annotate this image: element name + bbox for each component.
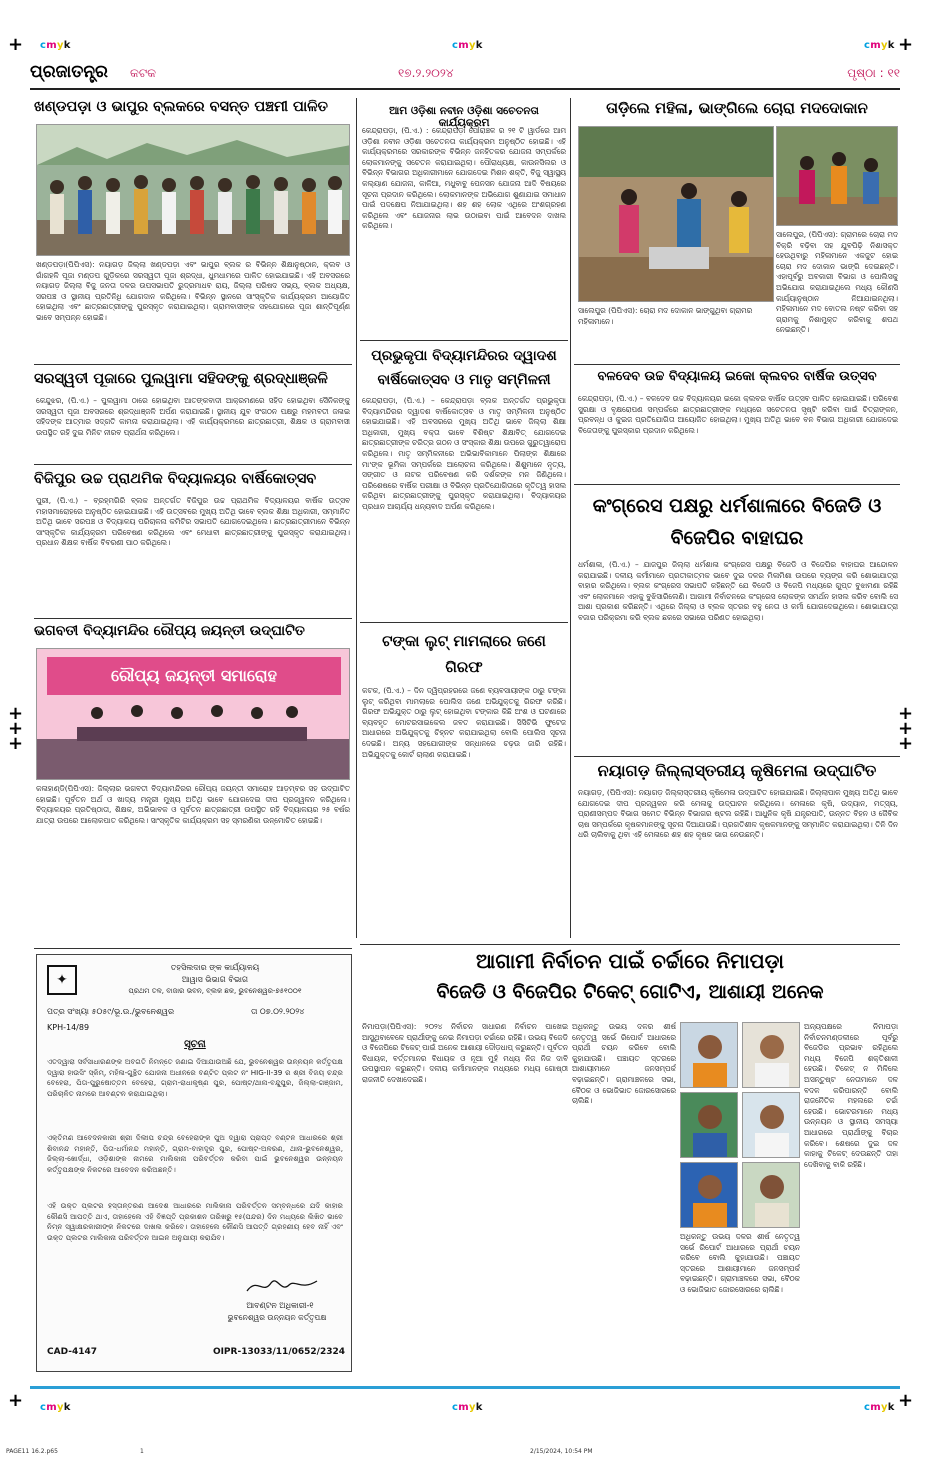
body-a6: କେନ୍ଦ୍ରାପଡ଼ା, (ପି.ଏ.) – କେନ୍ଦ୍ରାପଡ଼ା ବ୍ଲକ ଅନ୍ତର୍ଗତ ପ୍ରଭୁକୃପା ବିଦ୍ୟାମନ୍ଦିରର ଦ୍ୱାଦଶ ବାର୍ଷିକୋତ୍ସବ ଓ ମାତୃ ସମ୍ମିଳନୀ ଅନୁଷ୍ଠିତ ହୋଇଯାଇଛି। ଏହି ଅବସରରେ ମୁଖ୍ୟ ଅତିଥି ଭାବେ ଜିଲ୍ଲା ଶିକ୍ଷା ଅଧିକାରୀ, ମୁଖ୍ୟ ବକ୍ତା ଭାବେ ବିଶିଷ୍ଟ ଶିକ୍ଷାବିତ୍ ଯୋଗଦେଇ ଛାତ୍ରଛାତ୍ରୀଙ୍କ ଚରିତ୍ର ଗଠନ ଓ ସଂସ୍କାର ଶିକ୍ଷା ଉପରେ ଗୁରୁତ୍ୱାରୋପ କରିଥିଲେ। ମାତୃ ସମ୍ମିଳନୀରେ ଅଭିଭାବିକାମାନେ ପିଲାଙ୍କ ଶିକ୍ଷାରେ ମା'ଙ୍କ ଭୂମିକା ସମ୍ପର୍କରେ ଆଲୋଚନା କରିଥିଲେ। ଶିଶୁମାନେ ନୃତ୍ୟ, ସଙ୍ଗୀତ ଓ ନାଟକ ପରିବେଷଣ କରି ଦର୍ଶକଙ୍କ ମନ ଜିଣିଥିଲେ। ପରିଶେଷରେ ବାର୍ଷିକ ପରୀକ୍ଷା ଓ ବିଭିନ୍ନ ପ୍ରତିଯୋଗିତାରେ କୃତିତ୍ୱ ହାସଲ କରିଥିବା ଛାତ୍ରଛାତ୍ରୀଙ୍କୁ ପୁରସ୍କୃତ କରାଯାଇଥିଲା। ବିଦ୍ୟାଳୟର ପ୍ରଧାନ ଆଚାର୍ଯ୍ୟ ଧନ୍ୟବାଦ ଅର୍ପଣ କରିଥିଲେ।	[362, 396, 566, 511]
headline-a2: ସରସ୍ୱତୀ ପୂଜାରେ ପୁଲୱାମା ସହିଦଙ୍କୁ ଶ୍ରଦ୍ଧାଞ୍ଜଳି	[34, 371, 328, 387]
headline-a3: ବିଜିପୁର ଉଚ୍ଚ ପ୍ରାଥମିକ ବିଦ୍ୟାଳୟର ବାର୍ଷିକୋତ୍ସବ	[34, 471, 317, 487]
registration-mark-br: +	[898, 1390, 914, 1411]
body-a12-mid: ଅଧିକନ୍ତୁ ଉଭୟ ଦଳର ଶୀର୍ଷ ନେତୃତ୍ୱ ସର୍ଭେ ରିପୋର୍ଟ ଆଧାରରେ ପ୍ରାର୍ଥୀ ଚୟନ କରିବେ ବୋଲି କୁହାଯାଉଛି। ପଞ୍ଚାୟତ ସ୍ତରରେ ଆଶାୟୀମାନେ ଜନସମ୍ପର୍କ ବଢ଼ାଇଛନ୍ତି। ଗ୍ରାମାଞ୍ଚଳରେ ସଭା, ବୈଠକ ଓ ଭୋଜିଭାତ ଜୋରସୋରରେ ଚାଲିଛି।	[572, 1022, 676, 1106]
caption-a8: ସାଲେପୁର (ପିପିଏସ): ଚୋରା ମଦ ଦୋକାନ ଭାଙ୍ଗୁଥିବା ଗ୍ରାମର ମହିଳାମାନେ।	[578, 306, 753, 326]
body-a7: କଟକ, (ପି.ଏ.) – ଦିନ ଦ୍ୱିପ୍ରହରରେ ଜଣେ ବ୍ୟବସାୟୀଙ୍କ ଠାରୁ ଟଙ୍କା ଲୁଟ୍ କରିଥିବା ମାମଲାରେ ପୋଲିସ ଜଣେ ଅଭିଯୁକ୍ତକୁ ଗିରଫ କରିଛି। ଗିରଫ ଅଭିଯୁକ୍ତ ଠାରୁ ଲୁଟ୍ ହୋଇଥିବା ଟଙ୍କାର କିଛି ଅଂଶ ଓ ଘଟଣାରେ ବ୍ୟବହୃତ ମୋଟରସାଇକେଲ ଜବତ କରାଯାଇଛି। ସିସିଟିଭି ଫୁଟେଜ ଆଧାରରେ ଅଭିଯୁକ୍ତକୁ ଚିହ୍ନଟ କରାଯାଇଥିଲା ବୋଲି ପୋଲିସ ସୂଚନା ଦେଇଛି। ଅନ୍ୟ ସହଯୋଗୀଙ୍କ ସନ୍ଧାନରେ ଚଢ଼ଉ ଜାରି ରହିଛି। ଅଭିଯୁକ୍ତକୁ କୋର୍ଟ ଚାଲାଣ କରାଯାଇଛି।	[362, 686, 566, 759]
headline-a11: ନୟାଗଡ଼ ଜିଲ୍ଲାସ୍ତରୀୟ କୃଷିମେଳା ଉଦ୍‌ଘାଟିତ	[597, 761, 877, 780]
cmyk-label-br: cmyk	[864, 1402, 895, 1413]
candidate-photo	[680, 1022, 738, 1088]
headline-a10: କଂଗ୍ରେସ ପକ୍ଷରୁ ଧର୍ମଶାଳାରେ ବିଜେଡି ଓ ବିଜେପିର ବାହାଘର	[592, 495, 882, 549]
body-a12-right: ଅନ୍ୟପକ୍ଷରେ ନିମାପଡ଼ା ନିର୍ବାଚନମଣ୍ଡଳୀରେ ପୂର୍ବରୁ ବିଜେଡିର ପ୍ରଭାବ ରହିଥିଲେ ମଧ୍ୟ ବିଜେପି ଶକ୍ତିଶାଳୀ ହେଉଛି। ଟିକେଟ୍ ନ ମିଳିଲେ ଅସନ୍ତୁଷ୍ଟ ନେତାମାନେ ଦଳ ବଦଳ କରିପାରନ୍ତି ବୋଲି ରାଜନୈତିକ ମହଲରେ ଚର୍ଚ୍ଚା ହେଉଛି। ଭୋଟରମାନେ ମଧ୍ୟ ଉନ୍ନୟନ ଓ ସ୍ଥାନୀୟ ସମସ୍ୟା ଆଧାରରେ ପ୍ରାର୍ଥୀଙ୍କୁ ବିଚାର କରିବେ। ଶେଷରେ ଦୁଇ ଦଳ କାହାକୁ ଟିକେଟ୍ ଦେଉଛନ୍ତି ତାହା ଦେଖିବାକୁ ବାକି ରହିଛି।	[804, 1022, 898, 1169]
notice-ref: KPH-14/89	[47, 1023, 90, 1032]
header-city: କଟକ	[130, 66, 157, 80]
photo-basanta-panchami	[36, 124, 350, 256]
headline-a9: ବଳଦେବ ଉଚ୍ଚ ବିଦ୍ୟାଳୟ ଇକୋ କ୍ଲବର ବାର୍ଷିକ ଉତ୍ସବ	[597, 369, 877, 384]
body-a12-left: ନିମାପଡ଼ା(ପିପିଏସ): ୨୦୨୪ ନିର୍ବାଚନ ସାଧାରଣ ନିର୍ବାଚନ ପାଖେଇ ଆସୁଥିବାବେଳେ ପ୍ରାର୍ଥୀଙ୍କୁ ନେଇ ନିମାପଡ଼ା ଚର୍ଚ୍ଚାରେ ରହିଛି। ଉଭୟ ବିଜେଡି ଓ ବିଜେପିରେ ଟିକେଟ୍ ପାଇଁ ଅନେକ ଆଶାୟୀ ଦୌଡ଼ଧାପ୍ କରୁଛନ୍ତି। ପୂର୍ବତନ ବିଧାୟକ, ବର୍ତ୍ତମାନର ବିଧାୟକ ଓ ନୂଆ ମୁହଁ ମଧ୍ୟ ନିଜ ନିଜ ଦାବି ଉପସ୍ଥାପନ କରୁଛନ୍ତି। ଦଳୀୟ କର୍ମୀମାନଙ୍କ ମଧ୍ୟରେ ମଧ୍ୟ ଗୋଷ୍ଠୀ ରାଜନୀତି ଦେଖାଦେଇଛି।	[362, 1022, 568, 1084]
body-a4: କଳାହାଣ୍ଡି(ପିପିଏସ): ଜିଲ୍ଲାର ଭଗବତୀ ବିଦ୍ୟାମନ୍ଦିରର ରୌପ୍ୟ ଜୟନ୍ତୀ ସମାରୋହ ଆଡ଼ମ୍ବର ସହ ଉଦ୍‌ଘାଟିତ ହୋଇଛି। ପୂର୍ବତନ ଅର୍ଥ ଓ ଖାଦ୍ୟ ମନ୍ତ୍ରୀ ମୁଖ୍ୟ ଅତିଥି ଭାବେ ଯୋଗଦେଇ ଦୀପ ପ୍ରଜ୍ୱଳନ କରିଥିଲେ। ବିଦ୍ୟାଳୟର ପ୍ରତିଷ୍ଠାତା, ଶିକ୍ଷକ, ଅଭିଭାବକ ଓ ପୂର୍ବତନ ଛାତ୍ରଛାତ୍ରୀ ଉପସ୍ଥିତ ରହି ବିଦ୍ୟାଳୟର ୨୫ ବର୍ଷର ଯାତ୍ରା ଉପରେ ଆଲୋକପାତ କରିଥିଲେ। ସାଂସ୍କୃତିକ କାର୍ଯ୍ୟକ୍ରମ ସହ ସ୍ମରଣିକା ଉନ୍ମୋଚିତ ହୋଇଛି।	[36, 784, 350, 825]
notice-letter-no: ପତ୍ର ସଂଖ୍ୟା ୫୦୫୯/ଭୂ.ଉ./ଭୁବନେଶ୍ୱର	[47, 1007, 175, 1016]
candidate-photo	[742, 1022, 800, 1088]
body-a10: ଧର୍ମଶାଳା, (ପି.ଏ.) – ଯାଜପୁର ଜିଲ୍ଲା ଧର୍ମଶାଳା କଂଗ୍ରେସ ପକ୍ଷରୁ ବିଜେଡି ଓ ବିଜେପିର ବାହାଘର ଆନ୍ଦୋଳନ କରାଯାଇଛି। ଦଳୀୟ କର୍ମୀମାନେ ପ୍ରତୀକାତ୍ମକ ଭାବେ ଦୁଇ ଦଳର ମିଳାମିଶା ଉପରେ ବ୍ୟଙ୍ଗ କରି ଶୋଭାଯାତ୍ରା ବାହାର କରିଥିଲେ। ବ୍ଲକ କଂଗ୍ରେସ ସଭାପତି କହିଛନ୍ତି ଯେ ବିଜେଡି ଓ ବିଜେପି ମଧ୍ୟରେ ଗୁପ୍ତ ବୁଝାମଣା ରହିଛି ଏବଂ ଲୋକମାନେ ଏହାକୁ ବୁଝିସାରିଲେଣି। ଆଗାମୀ ନିର୍ବାଚନରେ କଂଗ୍ରେସ ଲୋକଙ୍କ ସମର୍ଥନ ହାସଲ କରିବ ବୋଲି ସେ ଆଶା ପ୍ରକାଶ କରିଛନ୍ତି। ଏଥିରେ ଜିଲ୍ଲା ଓ ବ୍ଲକ ସ୍ତରର ବହୁ ନେତା ଓ କର୍ମୀ ଯୋଗଦେଇଥିଲେ। ଶୋଭାଯାତ୍ରା ବଜାର ପରିକ୍ରମା କରି ବ୍ଲକ ଛକରେ ସଭାରେ ପରିଣତ ହୋଇଥିଲା।	[578, 560, 898, 622]
divider	[34, 464, 352, 465]
registration-mark-left-mid: + + +	[8, 703, 24, 754]
cmyk-label-bl: cmyk	[40, 1402, 71, 1413]
notice-title: ସୂଚନା	[184, 1039, 206, 1050]
banner-text: ରୌପ୍ୟ ଜୟନ୍ତୀ ସମାରୋହ	[111, 666, 277, 685]
footer-rule	[30, 1386, 900, 1389]
cmyk-label-tr: cmyk	[864, 40, 895, 51]
divider	[34, 618, 352, 619]
headline-a7: ଟଙ୍କା ଲୁଟ୍ ମାମଲାରେ ଜଣେ ଗିରଫ	[382, 632, 546, 676]
headline-a6: ପ୍ରଭୁକୃପା ବିଦ୍ୟାମନ୍ଦିରର ଦ୍ୱାଦଶ ବାର୍ଷିକୋତ୍ସବ ଓ ମାତୃ ସମ୍ମିଳନୀ	[371, 348, 557, 388]
body-a8: ସାଲେପୁର, (ପିପିଏସ): ଗ୍ରାମରେ ଚୋରା ମଦ ବିକ୍ରି ବଢ଼ିବା ସହ ଯୁବପିଢ଼ି ନିଶାସକ୍ତ ହେଉଥିବାରୁ ମହିଳାମାନେ ଏକଜୁଟ ହୋଇ ଚୋରା ମଦ ଦୋକାନ ଭାଙ୍ଗି ଦେଇଛନ୍ତି। ଏହାପୂର୍ବରୁ ଅବକାରୀ ବିଭାଗ ଓ ପୋଲିସକୁ ଅଭିଯୋଗ କରାଯାଇଥିଲେ ମଧ୍ୟ କୌଣସି କାର୍ଯ୍ୟାନୁଷ୍ଠାନ ନିଆଯାଇନଥିଲା। ମହିଳାମାନେ ମଦ ବୋତଲ ନଷ୍ଟ କରିବା ସହ ଗ୍ରାମକୁ ନିଶାମୁକ୍ତ କରିବାକୁ ଶପଥ ନେଇଛନ୍ତି।	[776, 230, 898, 335]
notice-para2: ଏକ୍ତିମଣ ଆବେଦନକାରୀ ଶ୍ରୀ ଦିଲୀପ ଚନ୍ଦ୍ର ବେହେରାଙ୍କ ପୁଅ ଦ୍ୱାରା ପ୍ରାପ୍ତ ବଣ୍ଟନ ଆଧାରରେ ଶ୍ରୀ ଶିବାନନ୍ଦ ମହାନ୍ତି, ପିତା-ଧର୍ମାନନ୍ଦ ମହାନ୍ତି, ଗ୍ରାମ-ବାହାଦୂର ପୁର, ପୋଷ୍ଟ-ଅଳରଣ, ଥାନା-ଭୁବନେଶ୍ୱର, ଜିଲ୍ଲା-ଖୋର୍ଦ୍ଧା, ଓଡ଼ିଶାଙ୍କ ନାମରେ ମାଲିକାନା ପରିବର୍ତ୍ତନ କରିବା ପାଇଁ ଭୁବନେଶ୍ୱର ଉନ୍ନୟନ କର୍ତ୍ତୃପକ୍ଷଙ୍କ ନିକଟରେ ଆବେଦନ କରିଅଛନ୍ତି।	[47, 1133, 343, 1174]
notice-signature	[243, 1273, 323, 1297]
photo-roupya-jayanti	[36, 648, 350, 780]
notice-signature-title: ଆବଣ୍ଟନ ଅଧିକାରୀ-୧	[246, 1301, 314, 1310]
registration-mark-tl: +	[8, 34, 24, 55]
notice-cad: CAD-4147	[47, 1347, 97, 1357]
divider	[574, 484, 900, 485]
page-header	[30, 60, 900, 90]
notice-office-line3: ପ୍ରଥମ ତଳ, ବାଜାର ଭବନ, ବ୍ଲକ ଛକ, ଭୁବନେଶ୍ୱର-୭୫୧୦୦୧	[128, 987, 302, 995]
notice-para1: ଏତଦ୍ୱାରା ସର୍ବସାଧାରଣଙ୍କ ଅବଗତି ନିମନ୍ତେ ଜଣାଇ ଦିଆଯାଉଅଛି ଯେ, ଭୁବନେଶ୍ୱର ଉନ୍ନୟନ କର୍ତ୍ତୃପକ୍ଷ ଦ୍ୱାରା ହାଉସିଂ ସ୍କିମ୍, ମହିଳା-ଗୁନ୍ଥିତ ଯୋଜନା ଅଧୀନରେ ବଣ୍ଟିତ ପ୍ଲଟ ନଂ HIG-II-39 ର ଶ୍ରୀ ବିଜୟ ଚନ୍ଦ୍ର ବେହେରା, ପିତା-ପୁରୁଷୋତ୍ତମ ବେହେରା, ଗ୍ରାମ-ରାଧାକୃଷ୍ଣ ପୁର, ପୋଷ୍ଟ/ଥାନା-ବନ୍ଦୁପୁର, ଜିଲ୍ଲା-ଗଞ୍ଜାମ, ପରିଚାଳିତ ନାମରେ ଆବଣ୍ଟନ କରାଯାଇଥିଲା।	[47, 1057, 343, 1098]
candidate-photo	[742, 1162, 800, 1228]
photo-liquor-shop-right	[776, 126, 898, 226]
divider	[360, 622, 568, 623]
divider	[574, 756, 900, 757]
notice-letter-date: ତା ୦୭.୦୨.୨୦୨୪	[251, 1007, 305, 1016]
footer-col2: 1	[140, 1448, 144, 1455]
footer-timestamp: 2/15/2024, 10:54 PM	[530, 1448, 593, 1455]
notice-oipr: OIPR-13033/11/0652/2324	[212, 1347, 345, 1357]
notice-para3: ଏହି ଉକ୍ତ ପ୍ଲଟର ହସ୍ତାନ୍ତରଣ ଆଦେଶ ଆଧାରରେ ମାଲିକାନା ପରିବର୍ତ୍ତନ ସମ୍ବନ୍ଧରେ ଯଦି କାହାର କୌଣସି ଆପତ୍ତି ଥାଏ, ତାହାହେଲେ ଏହି ବିଜ୍ଞପ୍ତି ପ୍ରକାଶନ ତାରିଖରୁ ୧୫(ପନ୍ଦର) ଦିନ ମଧ୍ୟରେ ଲିଖିତ ଭାବେ ନିମ୍ନ ସ୍ୱାକ୍ଷରକାରୀଙ୍କ ନିକଟରେ ଦାଖଲ କରିବେ। ତାହାହେଲେ କୌଣସି ଆପତ୍ତି ଗ୍ରହଣୀୟ ହେବ ନାହିଁ ଏବଂ ଉକ୍ତ ପ୍ଲଟର ମାଲିକାନା ପରିବର୍ତ୍ତନ ଆଇନ ଅନୁଯାୟୀ କରାଯିବ।	[47, 1201, 343, 1242]
divider	[34, 364, 352, 365]
notice-emblem: ✦	[47, 965, 77, 995]
registration-mark-tr: +	[898, 34, 914, 55]
headline-a12-line1: ଆଗାମୀ ନିର୍ବାଚନ ପାଇଁ ଚର୍ଚ୍ଚାରେ ନିମାପଡ଼ା	[476, 949, 784, 973]
notice-office-line1: ତହସିଲଦାର ଙ୍କ କାର୍ଯ୍ୟାଳୟ	[170, 963, 260, 972]
headline-a1: ଖଣ୍ଡପଡ଼ା ଓ ଭାପୁର ବ୍ଲକରେ ବସନ୍ତ ପଞ୍ଚମୀ ପାଳିତ	[34, 99, 328, 115]
photo-liquor-shop-left	[578, 126, 774, 302]
cmyk-label-tc: cmyk	[452, 40, 483, 51]
candidate-photo	[680, 1162, 738, 1228]
headline-a4: ଭଗବତୀ ବିଦ୍ୟାମନ୍ଦିର ରୌପ୍ୟ ଜୟନ୍ତୀ ଉଦ୍‌ଘାଟିତ	[34, 623, 305, 639]
registration-mark-bl: +	[8, 1390, 24, 1411]
divider	[34, 948, 352, 949]
headline-a8: ତାଡ଼ିଲେ ମହିଳା, ଭାଙ୍ଗିଲେ ଚୋରା ମଦଦୋକାନ	[606, 99, 868, 117]
masthead: ପ୍ରଜାତନ୍ତ୍ର	[30, 62, 108, 82]
body-a11: ନୟାଗଡ଼, (ପିପିଏସ): ନୟାଗଡ଼ ଜିଲ୍ଲାସ୍ତରୀୟ କୃଷିମେଳା ଉଦ୍‌ଘାଟିତ ହୋଇଯାଇଛି। ଜିଲ୍ଲାପାଳ ମୁଖ୍ୟ ଅତିଥି ଭାବେ ଯୋଗଦେଇ ଦୀପ ପ୍ରଜ୍ୱଳନ କରି ମେଳାକୁ ଉଦ୍‌ଘାଟନ କରିଥିଲେ। ମେଳାରେ କୃଷି, ଉଦ୍ୟାନ, ମତ୍ସ୍ୟ, ପ୍ରାଣୀସମ୍ପଦ ବିଭାଗ ସମେତ ବିଭିନ୍ନ ବିଭାଗର ଷ୍ଟଲ ରହିଛି। ଆଧୁନିକ କୃଷି ଯନ୍ତ୍ରପାତି, ଉନ୍ନତ ବିହନ ଓ ଜୈବିକ ଚାଷ ସମ୍ପର୍କରେ କୃଷକମାନଙ୍କୁ ସୂଚନା ଦିଆଯାଉଛି। ପ୍ରଗତିଶୀଳ କୃଷକମାନଙ୍କୁ ସମ୍ମାନିତ କରାଯାଇଥିଲା। ତିନି ଦିନ ଧରି ଚାଲିବାକୁ ଥିବା ଏହି ମେଳାରେ ଶହ ଶହ କୃଷକ ଭାଗ ନେଉଛନ୍ତି।	[578, 788, 898, 840]
body-a1: ଖଣ୍ଡପଡ଼ା(ପିପିଏସ): ନୟାଗଡ଼ ଜିଲ୍ଲା ଖଣ୍ଡପଡ଼ା ଏବଂ ଭାପୁର ବ୍ଲକ ର ବିଭିନ୍ନ ଶିକ୍ଷାନୁଷ୍ଠାନ, କ୍ଲବ ଓ ଗାଁଗହଳି ପୂଜା ମଣ୍ଡପ ଗୁଡ଼ିକରେ ସରସ୍ୱତୀ ପୂଜା ଶ୍ରଦ୍ଧା, ଧୁମଧାମରେ ପାଳିତ ହୋଇଯାଇଛି। ଏହି ଅବସରରେ ନୟାଗଡ଼ ଜିଲ୍ଲା ବିଜୁ ଜନତା ଦଳର ଉପସଭାପତି ରୁଦ୍ରମାଧବ ରାୟ, ଜିଲ୍ଲା ପରିଷଦ ସଭ୍ୟ, ବ୍ଲକ ଅଧ୍ୟକ୍ଷ, ସରପଞ୍ଚ ଓ ସ୍ଥାନୀୟ ପ୍ରତିନିଧି ଯୋଗଦାନ କରିଥିଲେ। ବିଭିନ୍ନ ସ୍ଥାନରେ ସାଂସ୍କୃତିକ କାର୍ଯ୍ୟକ୍ରମ ଆୟୋଜିତ ହୋଇଥିଲା ଏବଂ ଛାତ୍ରଛାତ୍ରୀଙ୍କୁ ପୁରସ୍କୃତ କରାଯାଇଥିଲା। ଗ୍ରାମବାସୀଙ୍କ ସହଯୋଗରେ ପୂଜା ଶାନ୍ତିପୂର୍ଣ୍ଣ ଭାବେ ସମ୍ପନ୍ନ ହୋଇଛି।	[36, 260, 350, 322]
body-a5: କେନ୍ଦ୍ରାପଡ଼ା, (ପି.ଏ.) : କେନ୍ଦ୍ରାପଡ଼ା ପୌରାଞ୍ଚଳ ର ୨୧ ଟି ୱାର୍ଡରେ ଆମ ଓଡ଼ିଶା ନବୀନ ଓଡ଼ିଶା ସଚେତନତା କାର୍ଯ୍ୟକ୍ରମ ଅନୁଷ୍ଠିତ ହୋଇଛି। ଏହି କାର୍ଯ୍ୟକ୍ରମରେ ସରକାରଙ୍କ ବିଭିନ୍ନ ଜନହିତକର ଯୋଜନା ସମ୍ପର୍କରେ ଲୋକମାନଙ୍କୁ ସଚେତନ କରାଯାଇଥିଲା। ପୌରାଧ୍ୟକ୍ଷ, କାଉନସିଲର ଓ ବିଭିନ୍ନ ବିଭାଗର ଅଧିକାରୀମାନେ ଯୋଗଦେଇ ମିଶନ ଶକ୍ତି, ବିଜୁ ସ୍ୱାସ୍ଥ୍ୟ କଲ୍ୟାଣ ଯୋଜନା, କାଳିଆ, ମଧୁବାବୁ ପେନସନ ଯୋଜନା ଆଦି ବିଷୟରେ ସୂଚନା ପ୍ରଦାନ କରିଥିଲେ। ଲୋକମାନଙ୍କ ଅଭିଯୋଗ ଶୁଣାଯାଇ ସମାଧାନ ପାଇଁ ପଦକ୍ଷେପ ନିଆଯାଇଥିଲା। ଶହ ଶହ ଲୋକ ଏଥିରେ ଅଂଶଗ୍ରହଣ କରିଥିଲେ ଏବଂ ଯୋଜନାର ଲାଭ ଉଠାଇବା ପାଇଁ ଆବେଦନ ଦାଖଲ କରିଥିଲେ।	[362, 126, 566, 231]
column-divider	[356, 98, 357, 938]
body-a9: କେନ୍ଦ୍ରାପଡ଼ା, (ପି.ଏ.) – ବଳଦେବ ଉଚ୍ଚ ବିଦ୍ୟାଳୟର ଇକୋ କ୍ଲବର ବାର୍ଷିକ ଉତ୍ସବ ପାଳିତ ହୋଇଯାଇଛି। ପରିବେଶ ସୁରକ୍ଷା ଓ ବୃକ୍ଷରୋପଣ ସମ୍ପର୍କରେ ଛାତ୍ରଛାତ୍ରୀଙ୍କ ମଧ୍ୟରେ ସଚେତନତା ସୃଷ୍ଟି କରିବା ପାଇଁ ଚିତ୍ରାଙ୍କନ, ପ୍ରବନ୍ଧ ଓ କୁଇଜ ପ୍ରତିଯୋଗିତା ଆୟୋଜିତ ହୋଇଥିଲା। ମୁଖ୍ୟ ଅତିଥି ଭାବେ ବନ ବିଭାଗ ଅଧିକାରୀ ଯୋଗଦେଇ ବିଜେତାଙ୍କୁ ପୁରସ୍କାର ପ୍ରଦାନ କରିଥିଲେ।	[578, 394, 898, 435]
body-a2: କେନ୍ଦୁଝର, (ପି.ଏ.) – ପୁଲୱାମା ଠାରେ ହୋଇଥିବା ଆତଙ୍କବାଦୀ ଆକ୍ରମଣରେ ସହିଦ ହୋଇଥିବା ସୈନିକଙ୍କୁ ସରସ୍ୱତୀ ପୂଜା ଅବସରରେ ଶ୍ରଦ୍ଧାଞ୍ଜଳି ଅର୍ପଣ କରାଯାଇଛି। ସ୍ଥାନୀୟ ଯୁବ ସଂଗଠନ ପକ୍ଷରୁ ମହମବତୀ ଜଳାଇ ସହିଦଙ୍କ ଆତ୍ମାର ସଦ୍‌ଗତି କାମନା କରାଯାଇଥିଲା। ଏହି କାର୍ଯ୍ୟକ୍ରମରେ ଛାତ୍ରଛାତ୍ରୀ, ଶିକ୍ଷକ ଓ ଗ୍ରାମବାସୀ ଉପସ୍ଥିତ ରହି ଦୁଇ ମିନିଟ ନୀରବ ପ୍ରାର୍ଥନା କରିଥିଲେ।	[36, 396, 350, 437]
divider	[574, 364, 900, 365]
candidate-photo	[742, 1092, 800, 1158]
candidate-photo	[680, 1092, 738, 1158]
body-a3: ପୁରୀ, (ପି.ଏ.) – ବ୍ରହ୍ମଗିରି ବ୍ଲକ ଅନ୍ତର୍ଗତ ବିଜିପୁର ଉଚ୍ଚ ପ୍ରାଥମିକ ବିଦ୍ୟାଳୟର ବାର୍ଷିକ ଉତ୍ସବ ମହାସମାରୋହରେ ଅନୁଷ୍ଠିତ ହୋଇଯାଇଛି। ଏହି ଉତ୍ସବରେ ମୁଖ୍ୟ ଅତିଥି ଭାବେ ବ୍ଲକ ଶିକ୍ଷା ଅଧିକାରୀ, ସମ୍ମାନିତ ଅତିଥି ଭାବେ ସରପଞ୍ଚ ଓ ବିଦ୍ୟାଳୟ ପରିଚାଳନା କମିଟିର ସଭାପତି ଯୋଗଦେଇଥିଲେ। ଛାତ୍ରଛାତ୍ରୀମାନେ ବିଭିନ୍ନ ସାଂସ୍କୃତିକ କାର୍ଯ୍ୟକ୍ରମ ପରିବେଷଣ କରିଥିଲେ ଏବଂ ମେଧାବୀ ଛାତ୍ରଛାତ୍ରୀଙ୍କୁ ପୁରସ୍କୃତ କରାଯାଇଥିଲା। ପ୍ରଧାନ ଶିକ୍ଷକ ବାର୍ଷିକ ବିବରଣୀ ପାଠ କରିଥିଲେ।	[36, 496, 350, 548]
cmyk-label-bc: cmyk	[452, 1402, 483, 1413]
headline-a12-line2: ବିଜେଡି ଓ ବିଜେପିର ଟିକେଟ୍ ଗୋଟିଏ, ଆଶାୟୀ ଅନେକ	[436, 981, 824, 1003]
notice-office-line2: ଆୱାସ ଭିଭାଗ ବିଭାଗ	[181, 975, 249, 984]
header-date: ୧୭.୨.୨୦୨୪	[398, 66, 454, 80]
column-divider	[570, 98, 571, 938]
cmyk-label-tl: cmyk	[40, 40, 71, 51]
candidate-photos	[680, 1022, 800, 1228]
divider	[360, 340, 568, 341]
section-divider	[360, 944, 900, 945]
headline-a5: ଆମ ଓଡ଼ିଶା ନବୀନ ଓଡ଼ିଶା ସଚେତନତା କାର୍ଯ୍ୟକ୍ରମ	[389, 105, 539, 129]
header-page: ପୃଷ୍ଠା : ୧୧	[847, 66, 900, 80]
registration-mark-right-mid: + + +	[898, 703, 914, 754]
footer-slug: PAGE11 16.2.p65	[6, 1448, 58, 1455]
notice-signature-org: ଭୁବନେଶ୍ୱର ଉନ୍ନୟନ କର୍ତ୍ତୃପକ୍ଷ	[227, 1313, 327, 1322]
public-notice	[36, 954, 352, 1372]
body-a12-under-photos: ଅଧିକନ୍ତୁ ଉଭୟ ଦଳର ଶୀର୍ଷ ନେତୃତ୍ୱ ସର୍ଭେ ରିପୋର୍ଟ ଆଧାରରେ ପ୍ରାର୍ଥୀ ଚୟନ କରିବେ ବୋଲି କୁହାଯାଉଛି। ପଞ୍ଚାୟତ ସ୍ତରରେ ଆଶାୟୀମାନେ ଜନସମ୍ପର୍କ ବଢ଼ାଇଛନ୍ତି। ଗ୍ରାମାଞ୍ଚଳରେ ସଭା, ବୈଠକ ଓ ଭୋଜିଭାତ ଜୋରସୋରରେ ଚାଲିଛି।	[680, 1232, 800, 1294]
